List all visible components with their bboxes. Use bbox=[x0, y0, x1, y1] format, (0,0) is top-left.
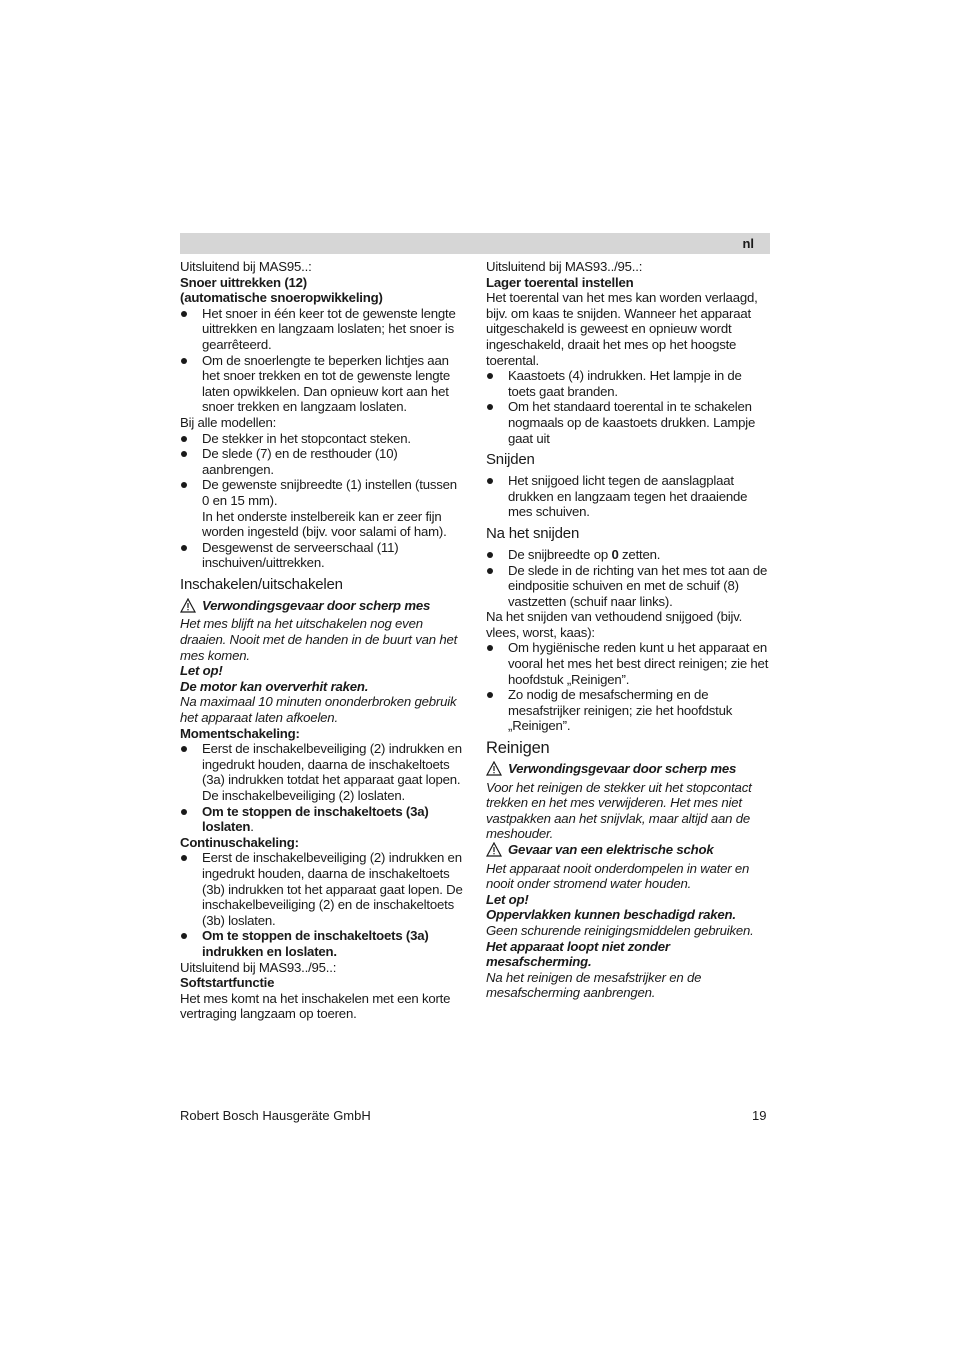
list-item: Zo nodig de mesafscherming en de mesafstrijker reinigen; zie het hoofdstuk „Reinigen”. bbox=[486, 687, 770, 734]
warning-title: Gevaar van een elektrische schok bbox=[486, 842, 770, 861]
low-speed-title: Lager toerental instellen bbox=[486, 274, 634, 290]
all-models-list bbox=[180, 431, 465, 571]
warning-text: Het apparaat nooit onderdompelen in water en nooit onder stromend water houden. bbox=[486, 860, 750, 892]
motor-warning-text: Na maximaal 10 minuten ononderbroken gebruik het apparaat laten afkoelen. bbox=[180, 694, 457, 726]
low-speed-list bbox=[486, 368, 770, 446]
warning-title: Verwondingsgevaar door scherp mes bbox=[486, 761, 770, 780]
list-item: De slede (7) en de resthouder (10) aanbrengen. bbox=[180, 446, 465, 477]
exclusive-note: Uitsluitend bij MAS95..: bbox=[180, 259, 312, 274]
left-column bbox=[180, 259, 465, 1022]
section-heading: Reinigen bbox=[486, 739, 550, 758]
caution-label: Let op! bbox=[486, 891, 529, 907]
shield-warning-text: Na het reinigen de mesafstrijker en de mesafscherming aanbrengen. bbox=[486, 969, 702, 1001]
language-code: nl bbox=[742, 236, 754, 251]
cord-list bbox=[180, 306, 465, 415]
warning-triangle-icon bbox=[180, 598, 202, 617]
list-item: De stekker in het stopcontact steken. bbox=[180, 431, 465, 447]
after-list bbox=[486, 547, 770, 609]
list-item-extra: In het onderste instelbereik kan er zeer fijn worden ingesteld (bijv. voor salami of ham). bbox=[202, 508, 447, 540]
list-item: Het snoer in één keer tot de gewenste lengte uittrekken en langzaam loslaten; het snoer is gearrêteerd. bbox=[180, 306, 465, 353]
warning-text: Het mes blijft na het uitschakelen nog even draaien. Nooit met de handen in de buurt van het mes komen. bbox=[180, 616, 458, 663]
cord-title: Snoer uittrekken (12) bbox=[180, 274, 307, 290]
low-speed-text: Het toerental van het mes kan worden verlaagd, bijv. om kaas te snijden. Wanneer het apparaat uitgeschakeld is geweest en opnieuw wordt ingeschakeld, draait het mes op het hoogste toerental. bbox=[486, 290, 758, 368]
list-item: Desgewenst de serveerschaal (11) inschuiven/uittrekken. bbox=[180, 540, 465, 571]
warning-text: Voor het reinigen de stekker uit het stopcontact trekken en het mes verwijderen. Het mes niet vastpakken aan het snijvlak, maar altijd aan de meshouder. bbox=[486, 779, 752, 842]
section-heading: Inschakelen/uitschakelen bbox=[180, 575, 343, 593]
warning-triangle-icon bbox=[486, 842, 508, 861]
page-number: 19 bbox=[752, 1108, 767, 1123]
header-band bbox=[180, 233, 770, 254]
surface-warning-title: Oppervlakken kunnen beschadigd raken. bbox=[486, 907, 736, 923]
exclusive-note: Uitsluitend bij MAS93../95..: bbox=[180, 959, 337, 975]
list-item: Om de snoerlengte te beperken lichtjes aan het snoer trekken en tot de gewenste lengte laten opwikkelen. Dan opnieuw kort aan het snoer trekken en langzaam loslaten. bbox=[180, 353, 465, 415]
motor-warning-title: De motor kan oververhit raken. bbox=[180, 678, 369, 694]
continuous-title: Continuschakeling: bbox=[180, 834, 299, 850]
softstart-title: Softstartfunctie bbox=[180, 975, 275, 991]
list-item: Kaastoets (4) indrukken. Het lampje in de toets gaat branden. bbox=[486, 368, 770, 399]
surface-warning-text: Geen schurende reinigingsmiddelen gebruiken. bbox=[486, 922, 754, 938]
warning-title: Verwondingsgevaar door scherp mes bbox=[180, 598, 465, 617]
cut-list bbox=[486, 473, 770, 520]
softstart-text: Het mes komt na het inschakelen met een korte vertraging langzaam op toeren. bbox=[180, 990, 451, 1022]
moment-title: Momentschakeling: bbox=[180, 725, 300, 741]
caution-label: Let op! bbox=[180, 663, 223, 679]
right-column bbox=[486, 259, 770, 1001]
all-models-label: Bij alle modellen: bbox=[180, 414, 277, 430]
list-item: De snijbreedte op 0 zetten. bbox=[486, 547, 770, 563]
warning-triangle-icon bbox=[486, 761, 508, 780]
list-item: Om hygiënische reden kunt u het apparaat en vooral het mes het best direct reinigen; zie het hoofdstuk „Reinigen”. bbox=[486, 640, 770, 687]
list-item bbox=[180, 477, 465, 539]
list-item: De slede in de richting van het mes tot aan de eindpositie schuiven en met de schuif (8) vastzetten (schuif naar links). bbox=[486, 563, 770, 610]
list-item: Om het standaard toerental in te schakelen nogmaals op de kaastoets drukken. Lampje gaat uit bbox=[486, 399, 770, 446]
list-item: Eerst de inschakelbeveiliging (2) indrukken en ingedrukt houden, daarna de inschakeltoets (3a) indrukken totdat het apparaat gaat lopen. De inschakelbeveiliging (2) loslaten. bbox=[180, 741, 465, 803]
list-item: Om te stoppen de inschakeltoets (3a) loslaten. bbox=[180, 804, 465, 835]
footer-company: Robert Bosch Hausgeräte GmbH bbox=[180, 1108, 371, 1123]
after-list-2 bbox=[486, 640, 770, 734]
list-item: Om te stoppen de inschakeltoets (3a) indrukken en loslaten. bbox=[180, 928, 465, 959]
moment-list bbox=[180, 741, 465, 835]
list-item: Het snijgoed licht tegen de aanslagplaat drukken en langzaam tegen het draaiende mes schuiven. bbox=[486, 473, 770, 520]
exclusive-note: Uitsluitend bij MAS93../95..: bbox=[486, 259, 643, 274]
shield-warning-title: Het apparaat loopt niet zonder mesafscherming. bbox=[486, 938, 670, 970]
continuous-list bbox=[180, 850, 465, 959]
section-heading: Na het snijden bbox=[486, 524, 580, 542]
list-item: Eerst de inschakelbeveiliging (2) indrukken en ingedrukt houden, daarna de inschakeltoets (3b) indrukken tot het apparaat gaat lopen. De inschakelbeveiliging (2) en de inschakeltoets (3b) loslaten. bbox=[180, 850, 465, 928]
after-text: Na het snijden van vethoudend snijgoed (bijv. vlees, worst, kaas): bbox=[486, 609, 743, 640]
list-item-text: De gewenste snijbreedte (1) instellen (tussen 0 en 15 mm). bbox=[202, 477, 457, 508]
section-heading: Snijden bbox=[486, 451, 535, 469]
cord-subtitle: (automatische snoeropwikkeling) bbox=[180, 290, 383, 306]
